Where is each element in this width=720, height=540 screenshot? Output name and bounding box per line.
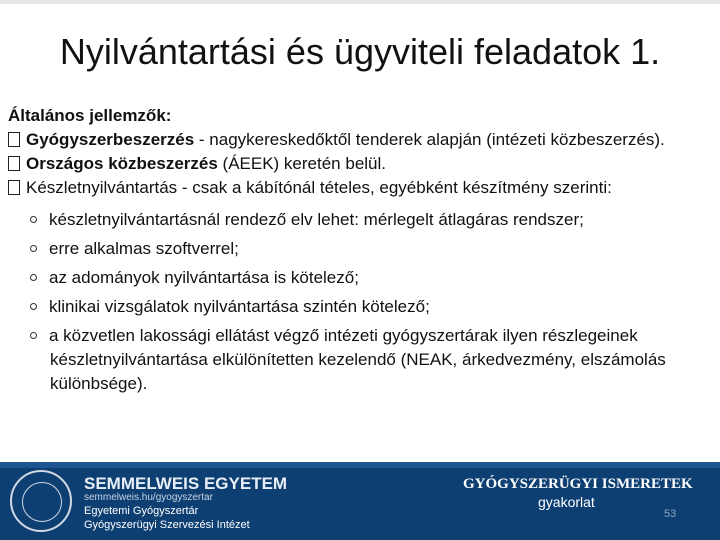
bullet-bold-text: Országos közbeszerzés	[26, 154, 218, 173]
sub-bullet-text: a közvetlen lakossági ellátást végző intézeti gyógyszertárak ilyen részlegeinek készletnyilvántartása elkülönítetten kezelendő (NEAK, árkedvezmény, elszámolás különbsége).	[49, 326, 666, 393]
sub-bullet-text: klinikai vizsgálatok nyilvántartása szintén kötelező;	[49, 297, 430, 316]
sub-bullet-item	[8, 266, 713, 290]
top-border	[0, 0, 720, 4]
bullet-text: (ÁEEK) keretén belül.	[217, 154, 387, 173]
university-name: SEMMELWEIS EGYETEM	[84, 474, 288, 493]
sub-bullet-list	[8, 208, 713, 396]
section-heading: Általános jellemzők:	[8, 106, 172, 125]
sub-bullet-item	[8, 324, 713, 396]
footer-url: semmelweis.hu/gyogyszertar	[84, 492, 213, 503]
practice-label: gyakorlat	[538, 494, 595, 510]
circle-bullet-icon	[30, 216, 37, 223]
bullet-text: Készletnyilvántartás - csak a kábítónál tételes, egyébként készítmény szerinti:	[26, 178, 612, 197]
sub-bullet-item	[8, 237, 713, 261]
bullet-text: - nagykereskedőktől tenderek alapján (intézeti közbeszerzés).	[194, 130, 665, 149]
circle-bullet-icon	[30, 274, 37, 281]
footer-accent-band	[0, 462, 720, 468]
checkbox-bullet-icon	[8, 156, 20, 171]
checkbox-bullet-icon	[8, 180, 20, 195]
page-number: 53	[664, 508, 677, 520]
slide-title: Nyilvántartási és ügyviteli feladatok 1.	[59, 31, 661, 72]
circle-bullet-icon	[30, 332, 37, 339]
department-name: GYÓGYSZERÜGYI ISMERETEK	[463, 476, 693, 492]
sub-bullet-text: készletnyilvántartásnál rendező elv lehet: mérlegelt átlagáras rendszer;	[49, 210, 584, 229]
footer-banner	[0, 462, 720, 540]
sub-bullet-item	[8, 295, 713, 319]
sub-bullet-text: erre alkalmas szoftverrel;	[49, 239, 239, 258]
institute-line-2: Gyógyszerügyi Szervezési Intézet	[84, 519, 250, 531]
university-seal-logo	[10, 470, 72, 532]
institute-line-1: Egyetemi Gyógyszertár	[84, 505, 199, 517]
checkbox-bullet-icon	[8, 132, 20, 147]
bullet-item	[8, 176, 713, 200]
circle-bullet-icon	[30, 303, 37, 310]
sub-bullet-item	[8, 208, 713, 232]
slide-content	[8, 104, 713, 401]
bullet-bold-text: Gyógyszerbeszerzés	[26, 130, 195, 149]
bullet-item	[8, 128, 713, 152]
bullet-item	[8, 152, 713, 176]
circle-bullet-icon	[30, 245, 37, 252]
sub-bullet-text: az adományok nyilvántartása is kötelező;	[49, 268, 359, 287]
